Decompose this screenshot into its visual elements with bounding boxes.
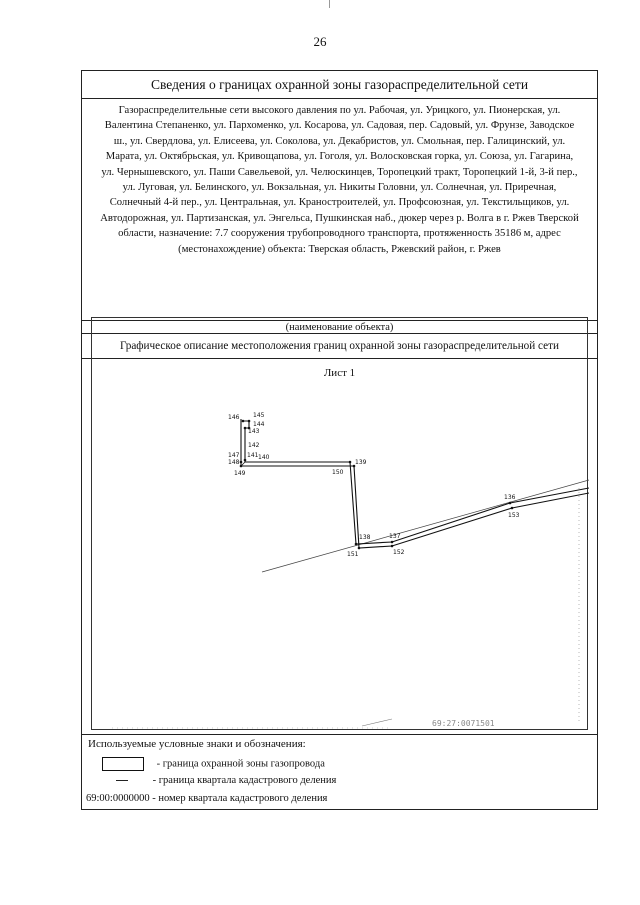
point-label: 136 xyxy=(504,494,516,501)
zone-boundary-symbol xyxy=(102,757,144,771)
point-label: 148 xyxy=(228,459,240,466)
point-label: 143 xyxy=(248,428,260,435)
point-label: 146 xyxy=(228,414,240,421)
sheet-label: Лист 1 xyxy=(323,367,356,379)
boundary-map xyxy=(91,317,588,730)
legend-title: Используемые условные знаки и обозначения: xyxy=(88,738,306,750)
graphic-description-title: Графическое описание местоположения границ охранной зоны газораспределительной сети xyxy=(82,334,597,359)
point-label: 139 xyxy=(355,459,367,466)
legend xyxy=(82,734,597,812)
legend-item-zone-boundary xyxy=(102,757,325,771)
cadastral-code-symbol: 69:00:0000000 xyxy=(86,793,150,804)
page-number: 26 xyxy=(313,34,327,49)
page-fold-mark xyxy=(329,0,330,8)
point-label: 144 xyxy=(253,421,265,428)
point-label: 152 xyxy=(393,549,405,556)
object-description: Газораспределительные сети высокого давления по ул. Рабочая, ул. Урицкого, ул. Пионерская, ул. Валентина Степаненко, ул. Пархоменко, ул. Косарова, ул. Садовая, пер. Садовый, ул. Фрунзе, Заводское ш., ул. Свердлова, ул. Елисеева, ул. Соколова, ул. Декабристов, ул. Смольная, пер. Галицинский, ул. Марата, ул. Октябрьская, ул. Кривощапова, ул. Гоголя, ул. Волосковская горка, ул. Союза, ул. Гагарина, ул. Чернышевского, ул. Паши Савельевой, ул. Челюскинцев, Торопецкий тракт, Торопецкий 1-й, 3-й пер., ул. Луговая, ул. Белинского, ул. Вокзальная, ул. Никиты Головни, ул. Солнечная, ул. Приречная, Солнечный 4-й пер., ул. Центральная, ул. Краностроителей, ул. Профсоюзная, ул. Текстильщиков, ул. Автодорожная, ул. Партизанская, ул. Энгельса, Пушкинская наб., дюкер через р. Волга в г. Ржев Тверской области, назначение: 7.7 сооружения трубопроводного транспорта, протяженность 35186 м, адрес (местонахождение) объекта: Тверская область, Ржевский район, г. Ржев xyxy=(100,105,579,255)
point-label: 137 xyxy=(389,533,401,540)
protection-zone-outer xyxy=(243,421,589,544)
cadastral-fragment-line xyxy=(362,719,392,726)
point-label: 145 xyxy=(253,412,265,419)
legend-item-text: - граница охранной зоны газопровода xyxy=(156,758,325,770)
legend-item-cadastral-boundary xyxy=(116,775,336,786)
section-title-text: Сведения о границах охранной зоны газораспределительной сети xyxy=(150,76,529,92)
cadastral-number-fragment: 69:27:0071501 xyxy=(432,719,495,728)
point-label: 153 xyxy=(508,512,520,519)
point-label: 138 xyxy=(359,534,371,541)
point-label: 147 xyxy=(228,452,240,459)
map-drawing xyxy=(92,318,589,731)
legend-item-text: - номер квартала кадастрового деления xyxy=(149,793,328,804)
point-label: 149 xyxy=(234,470,246,477)
legend-item-cadastral-number xyxy=(86,793,327,804)
boundary-points xyxy=(240,420,514,550)
point-label: 151 xyxy=(347,551,359,558)
section-title xyxy=(82,71,597,99)
point-label: 140 xyxy=(258,454,270,461)
cadastral-line-symbol xyxy=(116,780,128,781)
legend-item-text: - граница квартала кадастрового деления xyxy=(152,775,337,786)
point-label: 142 xyxy=(248,442,260,449)
point-label: 150 xyxy=(332,469,344,476)
object-name-caption: (наименование объекта) xyxy=(82,320,597,334)
point-label: 141 xyxy=(247,452,259,459)
cadastral-boundary-line xyxy=(262,480,589,572)
document-frame xyxy=(81,70,598,810)
